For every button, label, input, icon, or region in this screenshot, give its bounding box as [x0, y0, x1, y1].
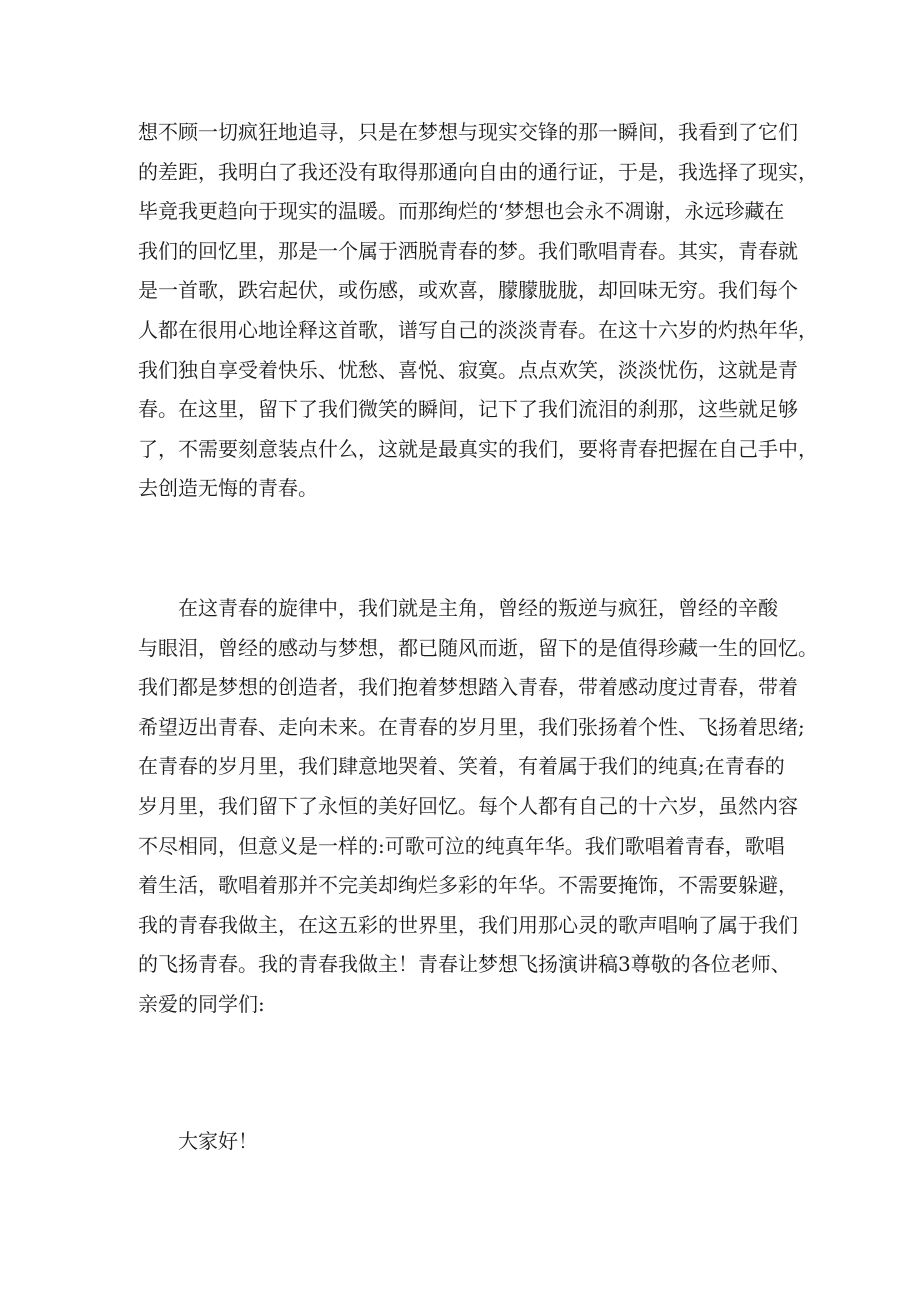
paragraph-3 [138, 1122, 774, 1162]
paragraph-1 [138, 113, 818, 509]
paragraph-2 [138, 589, 818, 1025]
text-line: 我们的回忆里，那是一个属于洒脱青春的梦。我们歌唱青春。其实，青春就 [138, 238, 798, 263]
text-line: 去创造无悔的青春。 [138, 476, 318, 501]
text-line: 的差距，我明白了我还没有取得那通向自由的通行证，于是，我选择了现实， [138, 159, 818, 184]
text-line: 毕竟我更趋向于现实的温暖。而那绚烂的‘梦想也会永不凋谢，永远珍藏在 [138, 199, 785, 224]
text-line: 在青春的岁月里，我们肆意地哭着、笑着，有着属于我们的纯真;在青春的 [138, 754, 785, 779]
text-line: 人都在很用心地诠释这首歌，谱写自己的淡淡青春。在这十六岁的灼热年华， [138, 317, 818, 342]
greeting-line: 大家好！ [178, 1129, 258, 1153]
text-line: 是一首歌，跌宕起伏，或伤感，或欢喜，朦朦胧胧，却回味无穷。我们每个 [138, 278, 798, 303]
text-line: 希望迈出青春、走向未来。在青春的岁月里，我们张扬着个性、飞扬着思绪; [138, 714, 805, 739]
text-line: 我们独自享受着快乐、忧愁、喜悦、寂寞。点点欢笑，淡淡忧伤，这就是青 [138, 357, 798, 382]
text-line: 岁月里，我们留下了永恒的美好回忆。每个人都有自己的十六岁，虽然内容 [138, 793, 798, 818]
text-line: 在这青春的旋律中，我们就是主角，曾经的叛逆与疯狂，曾经的辛酸 [178, 596, 778, 620]
text-line: 亲爱的同学们: [138, 991, 265, 1016]
text-line: 与眼泪，曾经的感动与梦想，都已随风而逝，留下的是值得珍藏一生的回忆。 [138, 635, 818, 660]
text-line: 不尽相同，但意义是一样的:可歌可泣的纯真年华。我们歌唱着青春，歌唱 [138, 833, 785, 858]
text-line: 春。在这里，留下了我们微笑的瞬间，记下了我们流泪的刹那，这些就足够 [138, 397, 798, 422]
text-line: 我的青春我做主，在这五彩的世界里，我们用那心灵的歌声唱响了属于我们 [138, 912, 798, 937]
text-line: 的飞扬青春。我的青春我做主！青春让梦想飞扬演讲稿3尊敬的各位老师、 [138, 952, 791, 977]
text-line: 想不顾一切疯狂地追寻，只是在梦想与现实交锋的那一瞬间，我看到了它们 [138, 120, 798, 144]
text-line: 着生活，歌唱着那并不完美却绚烂多彩的年华。不需要掩饰，不需要躲避， [138, 873, 798, 898]
text-line: 我们都是梦想的创造者，我们抱着梦想踏入青春，带着感动度过青春，带着 [138, 675, 798, 700]
text-line: 了，不需要刻意装点什么，这就是最真实的我们，要将青春把握在自己手中， [138, 436, 818, 461]
